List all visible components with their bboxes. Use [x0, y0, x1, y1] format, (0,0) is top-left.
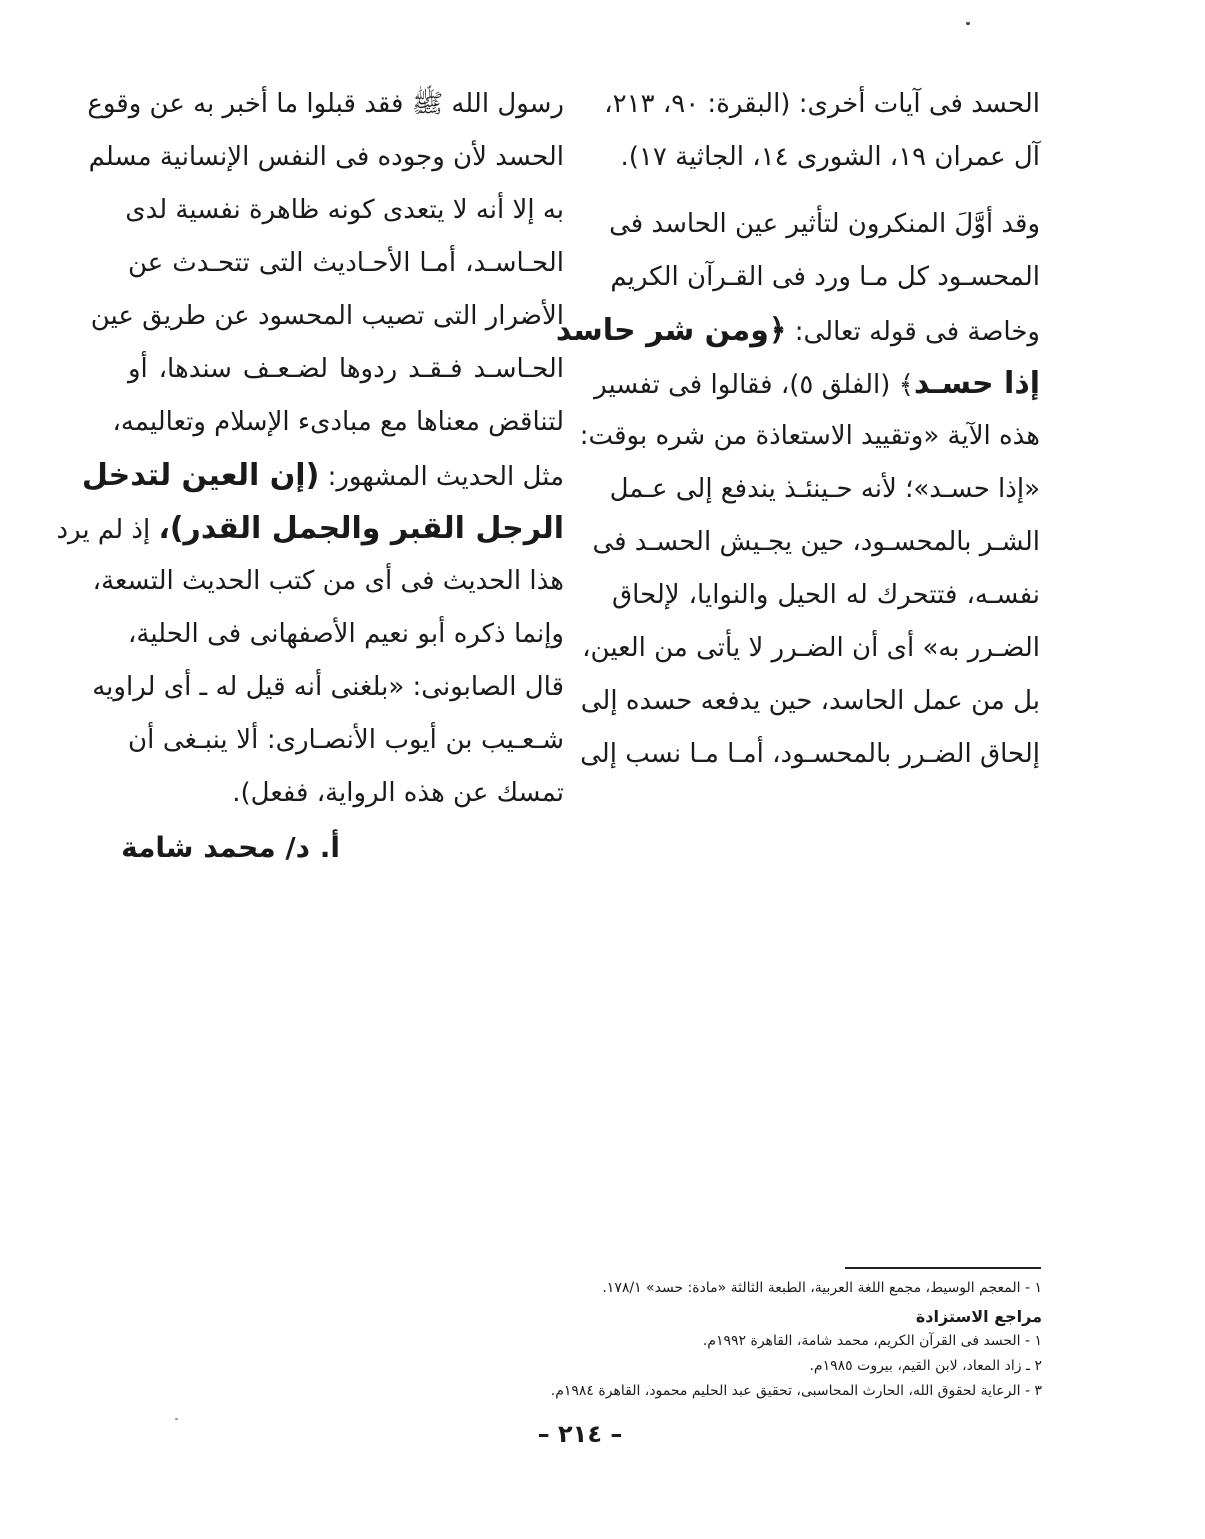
left-line-1: رسول الله ﷺ فقد قبلوا ما أخبر به عن وقوع [87, 89, 564, 119]
quran-quote-start: ﴿ومن شر حاسد [555, 313, 787, 348]
scan-speck [966, 22, 970, 25]
left-line-2: الحسد لأن وجوده فى النفس الإنسانية مسلم [88, 142, 564, 172]
references-heading: مراجع الاستزادة [915, 1307, 1042, 1326]
right-line-2: آل عمران ١٩، الشورى ١٤، الجاثية ١٧). [620, 142, 1040, 172]
left-line-4: الحـاسـد، أمـا الأحـاديث التى تتحـدث عن [128, 248, 564, 278]
right-line-12: بل من عمل الحاسد، حين يدفعه حسده إلى [580, 686, 1040, 716]
right-line-6 [594, 357, 1040, 410]
reference-item-2: ٢ ـ زاد المعاد، لابن القيم، بيروت ١٩٨٥م. [809, 1358, 1042, 1374]
right-line-5-text: وخاصة فى قوله تعالى: [794, 317, 1040, 347]
left-line-7: لتناقض معناها مع مبادىء الإسلام وتعاليمه، [112, 407, 564, 437]
right-line-8: «إذا حسـد»؛ لأنه حـينئـذ يندفع إلى عـمل [609, 474, 1040, 504]
right-line-7: هذه الآية «وتقييد الاستعاذة من شره بوقت: [579, 421, 1040, 451]
right-line-6-text: (الفلق ٥)، فقالوا فى تفسير [594, 370, 891, 400]
author-name: أ. د/ محمد شامة [121, 831, 340, 864]
left-line-11: وإنما ذكره أبو نعيم الأصفهانى فى الحلية، [128, 619, 564, 649]
left-line-5: الأضرار التى تصيب المحسود عن طريق عين [90, 301, 564, 331]
page-number: – ٢١٤ – [537, 1420, 623, 1448]
left-line-9 [56, 502, 564, 555]
left-line-13: شـعـيب بن أيوب الأنصـارى: ألا ينبـغى أن [128, 725, 564, 755]
footnote-divider [845, 1267, 1041, 1269]
quran-quote-bracket: ﴾ [898, 370, 914, 400]
right-line-5 [555, 304, 1040, 357]
quran-quote-end: إذا حسـد [913, 366, 1040, 401]
reference-item-1: ١ - الحسد فى القرآن الكريم، محمد شامة، القاهرة ١٩٩٢م. [702, 1333, 1042, 1349]
hadith-quote-part1: (إن العين لتدخل [81, 458, 320, 493]
left-line-8 [81, 449, 564, 502]
right-line-1: الحسد فى آيات أخرى: (البقرة: ٩٠، ٢١٣، [604, 89, 1040, 119]
right-line-11: الضـرر به» أى أن الضـرر لا يأتى من العين، [582, 633, 1040, 663]
right-line-4: المحسـود كل مـا ورد فى القـرآن الكريم [610, 262, 1040, 292]
right-text-column [555, 78, 1040, 781]
scan-speck [175, 1418, 178, 1420]
hadith-quote-part2: الرجل القبر والجمل القدر)، [158, 511, 564, 546]
left-line-14: تمسك عن هذه الرواية، ففعل). [232, 778, 564, 808]
right-line-9: الشـر بالمحسـود، حين يجـيش الحسـد فى [592, 527, 1040, 557]
footnote-1: ١ - المعجم الوسيط، مجمع اللغة العربية، الطبعة الثالثة «مادة: حسد» ١٧٨/١. [602, 1280, 1042, 1296]
left-line-8-text: مثل الحديث المشهور: [327, 462, 564, 492]
reference-item-3: ٣ - الرعاية لحقوق الله، الحارث المحاسبى، تحقيق عبد الحليم محمود، القاهرة ١٩٨٤م. [550, 1383, 1042, 1399]
left-line-12: قال الصابونى: «بلغنى أنه قيل له ـ أى لراويه [92, 672, 564, 702]
footnotes-section [420, 1276, 1042, 1404]
right-line-3: وقد أوَّلَ المنكرون لتأثير عين الحاسد فى [609, 209, 1040, 239]
left-text-column [56, 78, 564, 820]
left-line-10: هذا الحديث فى أى من كتب الحديث التسعة، [92, 566, 564, 596]
left-line-9-text: إذ لم يرد [56, 515, 151, 545]
paragraph-gap [612, 184, 1040, 198]
right-line-13: إلحاق الضـرر بالمحسـود، أمـا مـا نسب إلى [580, 739, 1040, 769]
right-line-10: نفسـه، فتتحرك له الحيل والنوايا، لإلحاق [612, 580, 1040, 610]
left-line-6: الحـاسـد فـقـد ردوها لضـعـف سندها، أو [128, 354, 564, 384]
left-line-3: به إلا أنه لا يتعدى كونه ظاهرة نفسية لدى [125, 195, 564, 225]
